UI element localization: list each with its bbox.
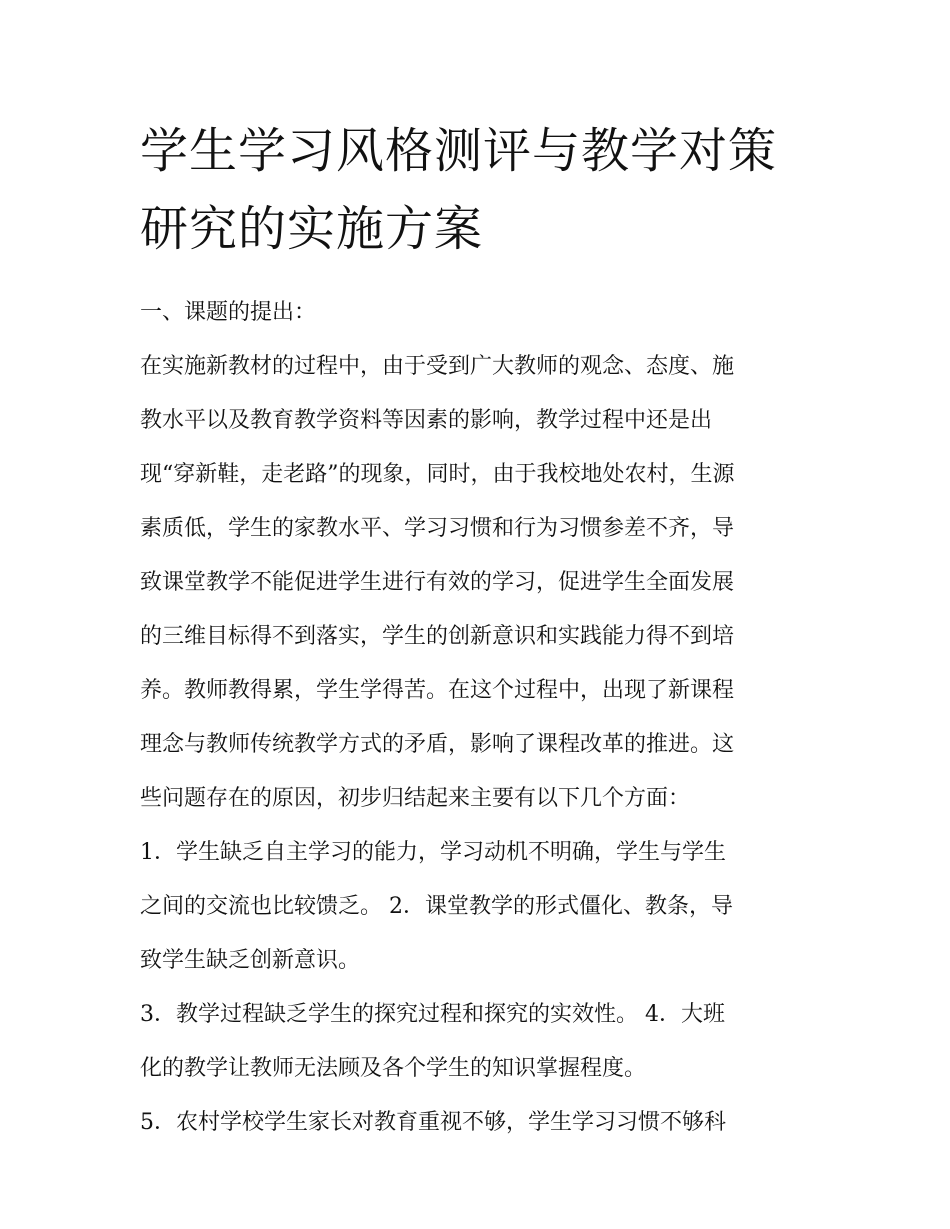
text-line: 些问题存在的原因，初步归结起来主要有以下几个方面：: [140, 786, 691, 811]
document-title: [140, 112, 830, 268]
paragraph-points-3-4: [140, 988, 830, 1096]
text-line: 教水平以及教育教学资料等因素的影响，教学过程中还是出: [140, 408, 713, 433]
text-line: 现“穿新鞋，走老路”的现象，同时，由于我校地处农村，生源: [140, 462, 735, 487]
text-line: 素质低，学生的家教水平、学习习惯和行为习惯参差不齐，导: [140, 516, 735, 541]
text-line: 化的教学让教师无法顾及各个学生的知识掌握程度。: [140, 1056, 647, 1081]
paragraph-point-5: [140, 1096, 830, 1150]
text-line: 养。教师教得累，学生学得苦。在这个过程中，出现了新课程: [140, 678, 735, 703]
text-line: 1．学生缺乏自主学习的能力，学习动机不明确，学生与学生: [140, 840, 726, 865]
text-line: 之间的交流也比较馈乏。 2．课堂教学的形式僵化、教条，导: [140, 894, 733, 919]
paragraph-points-1-2: [140, 826, 830, 988]
text-line: 致课堂教学不能促进学生进行有效的学习，促进学生全面发展: [140, 570, 735, 595]
document-page: [140, 112, 830, 1150]
section-heading: 一、课题的提出：: [140, 300, 317, 325]
paragraph-background: [140, 340, 830, 826]
text-line: 的三维目标得不到落实，学生的创新意识和实践能力得不到培: [140, 624, 735, 649]
title-line: 研究的实施方案: [140, 201, 484, 257]
text-line: 理念与教师传统教学方式的矛盾，影响了课程改革的推进。这: [140, 732, 735, 757]
title-line: 学生学习风格测评与教学对策: [140, 123, 778, 179]
text-line: 在实施新教材的过程中，由于受到广大教师的观念、态度、施: [140, 354, 735, 379]
text-line: 3．教学过程缺乏学生的探究过程和探究的实效性。 4．大班: [140, 1002, 725, 1027]
text-line: 致学生缺乏创新意识。: [140, 948, 361, 973]
text-line: 5．农村学校学生家长对教育重视不够，学生学习习惯不够科: [140, 1110, 726, 1135]
